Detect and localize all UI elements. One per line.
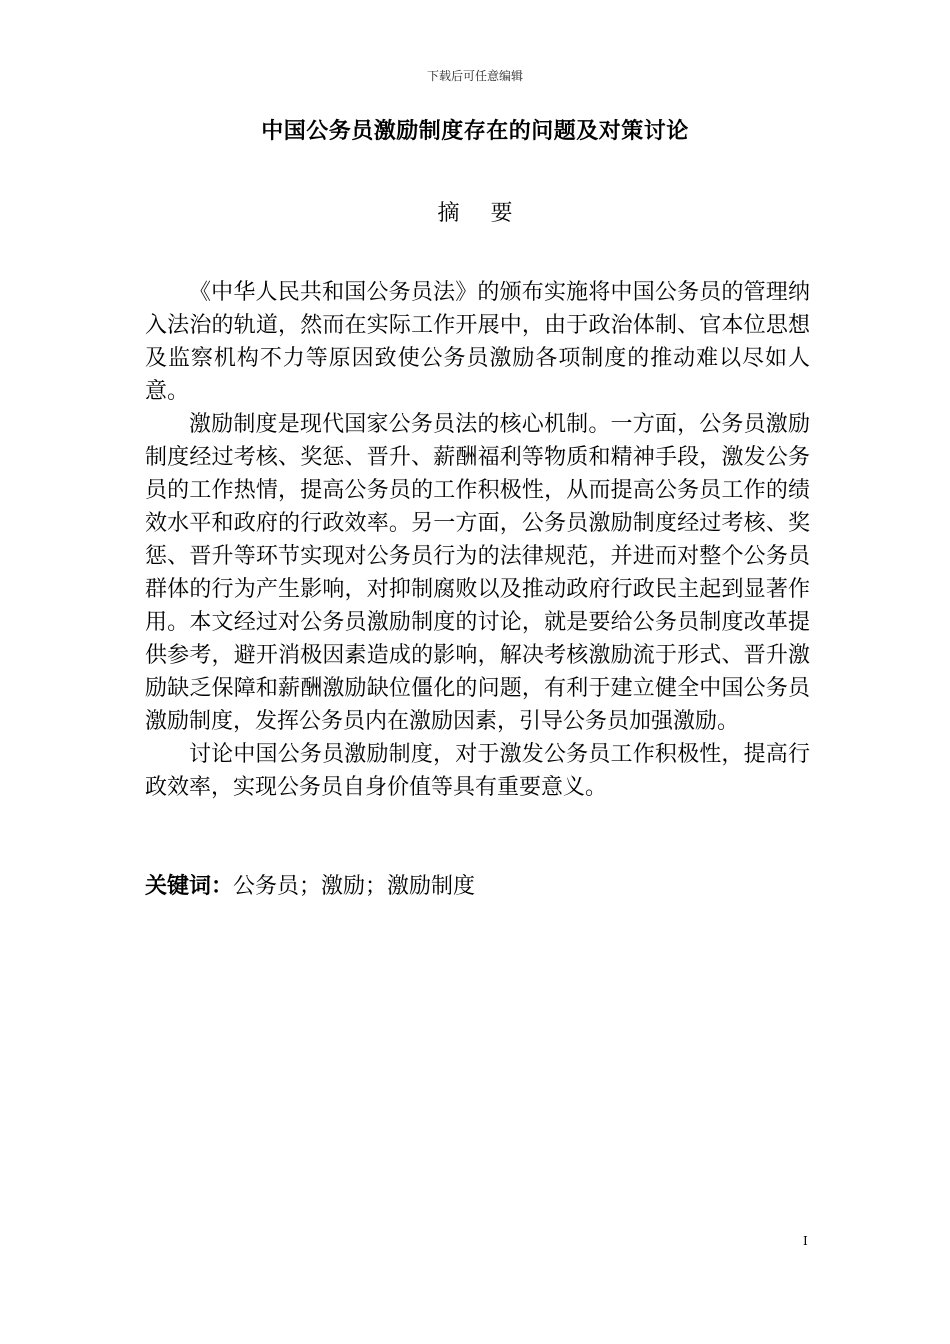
keywords-line: [145, 870, 810, 903]
abstract-body: [145, 276, 810, 804]
abstract-heading: 摘 要: [437, 201, 525, 226]
abstract-paragraph: 《中华人民共和国公务员法》的颁布实施将中国公务员的管理纳入法治的轨道，然而在实际工作开展中，由于政治体制、官本位思想及监察机构不力等原因致使公务员激励各项制度的推动难以尽如人意。: [145, 280, 810, 404]
abstract-paragraph: 讨论中国公务员激励制度，对于激发公务员工作积极性，提高行政效率，实现公务员自身价值等具有重要意义。: [145, 742, 810, 800]
keywords-label: 关键词：: [145, 874, 234, 899]
page-number: I: [803, 1234, 808, 1248]
abstract-paragraph: 激励制度是现代国家公务员法的核心机制。一方面，公务员激励制度经过考核、奖惩、晋升、薪酬福利等物质和精神手段，激发公务员的工作热情，提高公务员的工作积极性，从而提高公务员工作的绩效水平和政府的行政效率。另一方面，公务员激励制度经过考核、奖惩、晋升等环节实现对公务员行为的法律规范，并进而对整个公务员群体的行为产生影响，对抑制腐败以及推动政府行政民主起到显著作用。本文经过对公务员激励制度的讨论，就是要给公务员制度改革提供参考，避开消极因素造成的影响，解决考核激励流于形式、晋升激励缺乏保障和薪酬激励缺位僵化的问题，有利于建立健全中国公务员激励制度，发挥公务员内在激励因素，引导公务员加强激励。: [145, 412, 810, 734]
document-title: 中国公务员激励制度存在的问题及对策讨论: [261, 119, 689, 144]
header-note: 下载后可任意编辑: [426, 69, 523, 83]
keywords-value: 公务员；激励；激励制度: [233, 874, 476, 899]
